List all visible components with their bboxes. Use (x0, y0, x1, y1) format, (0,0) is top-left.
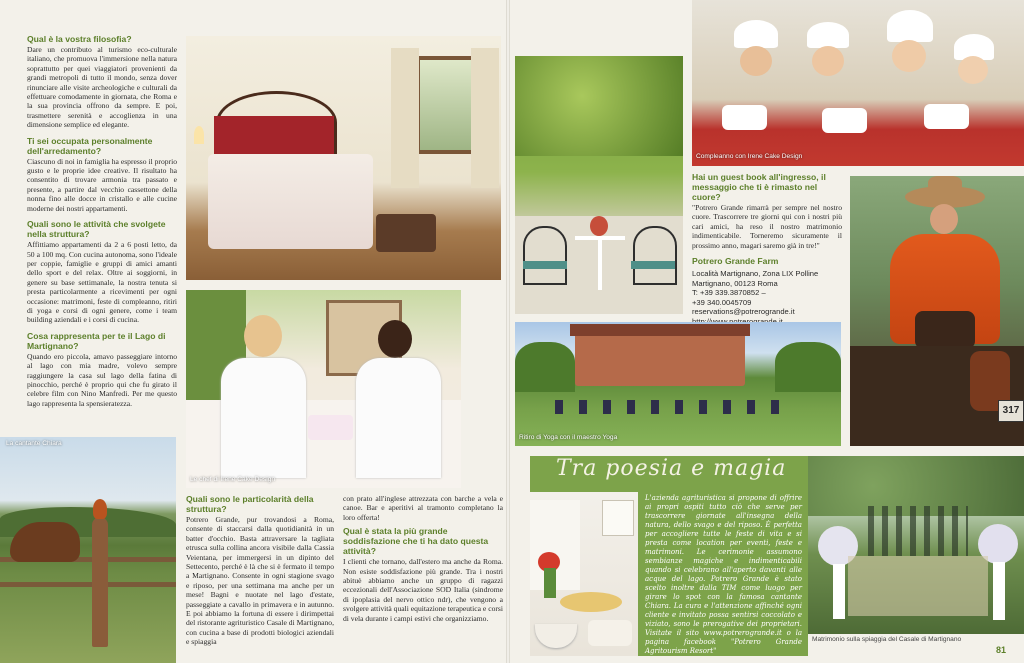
photo-yoga (515, 322, 841, 446)
feature-title: Tra poesia e magia (556, 456, 787, 481)
farm-address-2: Martignano, 00123 Roma (692, 278, 778, 288)
caption-singer: La cantante Chiara (6, 440, 62, 447)
answer-particularities-cont: con prato all'inglese attrezzata con barche a vela e canoe. Bar e aperitivi al tramonto completano la loro offerta! (343, 494, 503, 522)
middle-text-col-2 (343, 494, 503, 629)
page-number: 81 (995, 645, 1006, 655)
question-furnishing: Ti sei occupata personalmente dell'arredamento? (27, 135, 153, 156)
question-lake: Cosa rappresenta per te il Lago di Martignano? (27, 330, 166, 351)
feature-text: L'azienda agrituristica si propone di offrire ai propri ospiti tutto ciò che serve per trascorrere giornate all'insegna della natura, dello svago e del riposo. È perfetta per accogliere tutte le feste di vita e si presta come location per eventi, feste e matrimoni. Le cerimonie assumono sembianze magiche e indimenticabili quando si celebrano all'aperto davanti alle acque del lago. Potrero Grande è stato scelto inoltre dalla TIM come luogo per girare lo spot con la famosa cantante Chiara. La cura e l'attenzione affinché ogni cliente e invitato possa sentirsi coccolato e viziato, sono le prerogative dei proprietari. Visitate il sito www.potrerogrande.it o la pagina facebook "Potrero Grande Agritourism Resort" (645, 494, 802, 655)
farm-phone-2: +39 340.0045709 (692, 297, 752, 307)
question-guestbook: Hai un guest book all'ingresso, il messaggio che ti è rimasto nel cuore? (692, 172, 826, 202)
question-particularities: Quali sono le particolarità della struttura? (186, 494, 314, 514)
caption-yoga: Ritiro di Yoga con il maestro Yoga (519, 434, 618, 441)
farm-email-link[interactable]: reservations@potrerogrande.it (692, 307, 795, 317)
photo-kids-chefs (692, 0, 1024, 166)
farm-address-1: Località Martignano, Zona LIX Polline (692, 269, 819, 279)
photo-singer-horse (0, 437, 176, 663)
question-activities: Quali sono le attività che svolgete nella struttura? (27, 219, 166, 240)
answer-philosophy: Dare un contributo al turismo eco-culturale italiano, che promuova l'immersione nella natura soprattutto per quei viaggiatori provenienti da grandi metropoli di tutto il mondo, senza dover rinunciare alle visite archeologiche e culturali da effettuare comodamente in giornata, che Roma e la sua provincia offrono da sempre. E poi, trasmettere serenità e accoglienza in una dimensione semplice ed elegante. (27, 45, 177, 130)
photo-chefs (186, 290, 461, 488)
question-satisfaction: Qual è stata la più grande soddisfazione che ti ha dato questa attività? (343, 526, 489, 557)
answer-activities: Affittiamo appartamenti da 2 a 6 posti letto, da 50 a 100 mq. Con cucina autonoma, sono l'ideale per coppie, famiglie e gruppi di amici amanti dello sport e del relax. Oltre ai soggiorni, in genere su base settimanale, la nostra tenuta si presta particolarmente a ricevimenti per ogni occasione: matrimoni, feste di compleanno, ritiri di yoga e corsi di ogni genere, come i team building aziendali e i corsi di cucina. (27, 240, 177, 325)
rider-number: 317 (998, 400, 1024, 422)
question-philosophy: Qual è la vostra filosofia? (27, 34, 132, 44)
photo-bedroom (186, 36, 501, 280)
photo-wedding-beach (808, 456, 1024, 634)
answer-satisfaction: I clienti che tornano, dall'estero ma anche da Roma. Non esiste soddisfazione più grande. Tra i nostri abituè abbiamo anche un gruppo di ragazzi eccezionali dell'Associazione SOD Italia (sindrome di ipoplasia del nervo ottico ndr), che vengono a svolgere attività quali equitazione terapeutica e corsi di vela durante i campi estivi che organizziamo. (343, 557, 503, 623)
left-text-column (27, 34, 177, 414)
answer-furnishing: Ciascuno di noi in famiglia ha espresso il proprio gusto e le proprie idee creative. Il risultato ha consentito di trovare armonia tra passato e presente, a partire dal vecchio cassettone della nonna fino alle docce in cristallo e alle cucine moderne dei nostri appartamenti. (27, 156, 177, 213)
answer-particularities: Potrero Grande, pur trovandosi a Roma, consente di staccarsi dalla quotidianità in un batter d'occhio. Basta attraversare la tagliata etrusca sulla collina ancora visibile dalla Cassia Veientana, per immergersi in un dipinto del Settecento, perché è là che si è fermato il tempo a Martignano. Consente in ogni stagione svago e riposo, per una settimana ma anche per un mese! Bagni e nuotate nel lago d'estate, passeggiate a cavallo in primavera e in autunno. E poi abbiamo la fortuna di essere i dirimpettai del ristorante agrituristico Casale di Martignano, con cucina a base di prodotti biologici aziendali e spiaggia (186, 515, 334, 647)
caption-kids: Compleanno con Irene Cake Design (696, 153, 803, 160)
farm-name: Potrero Grande Farm (692, 256, 779, 267)
answer-guestbook: "Potrero Grande rimarrà per sempre nel nostro cuore. Trascorrere tre giorni qui con i nostri più cari amici, ha reso il nostro matrimonio indimenticabile. Torneremo sicuramente il prossimo anno, magari saremo già in tre!" (692, 203, 842, 250)
farm-phone-1: T: +39 339.3870852 – (692, 288, 766, 298)
middle-text-col-1 (186, 494, 334, 653)
photo-cowgirl (850, 176, 1024, 446)
guestbook-block (692, 172, 842, 327)
page-spine (506, 0, 510, 663)
caption-chefs: Le chef di Irene Cake Design (190, 476, 276, 483)
photo-garden-table (515, 56, 683, 314)
answer-lake: Quando ero piccola, amavo passeggiare intorno al lago con mia madre, volevo sempre raggiungere la casa sul lago della fatina di pinocchio, perché è proprio qui che fu girato il celebre film con Nino Manfredi. Per me questo lago rappresenta la spensieratezza. (27, 351, 177, 408)
photo-dessert (530, 492, 638, 656)
caption-wedding: Matrimonio sulla spiaggia del Casale di Martignano (812, 636, 962, 643)
